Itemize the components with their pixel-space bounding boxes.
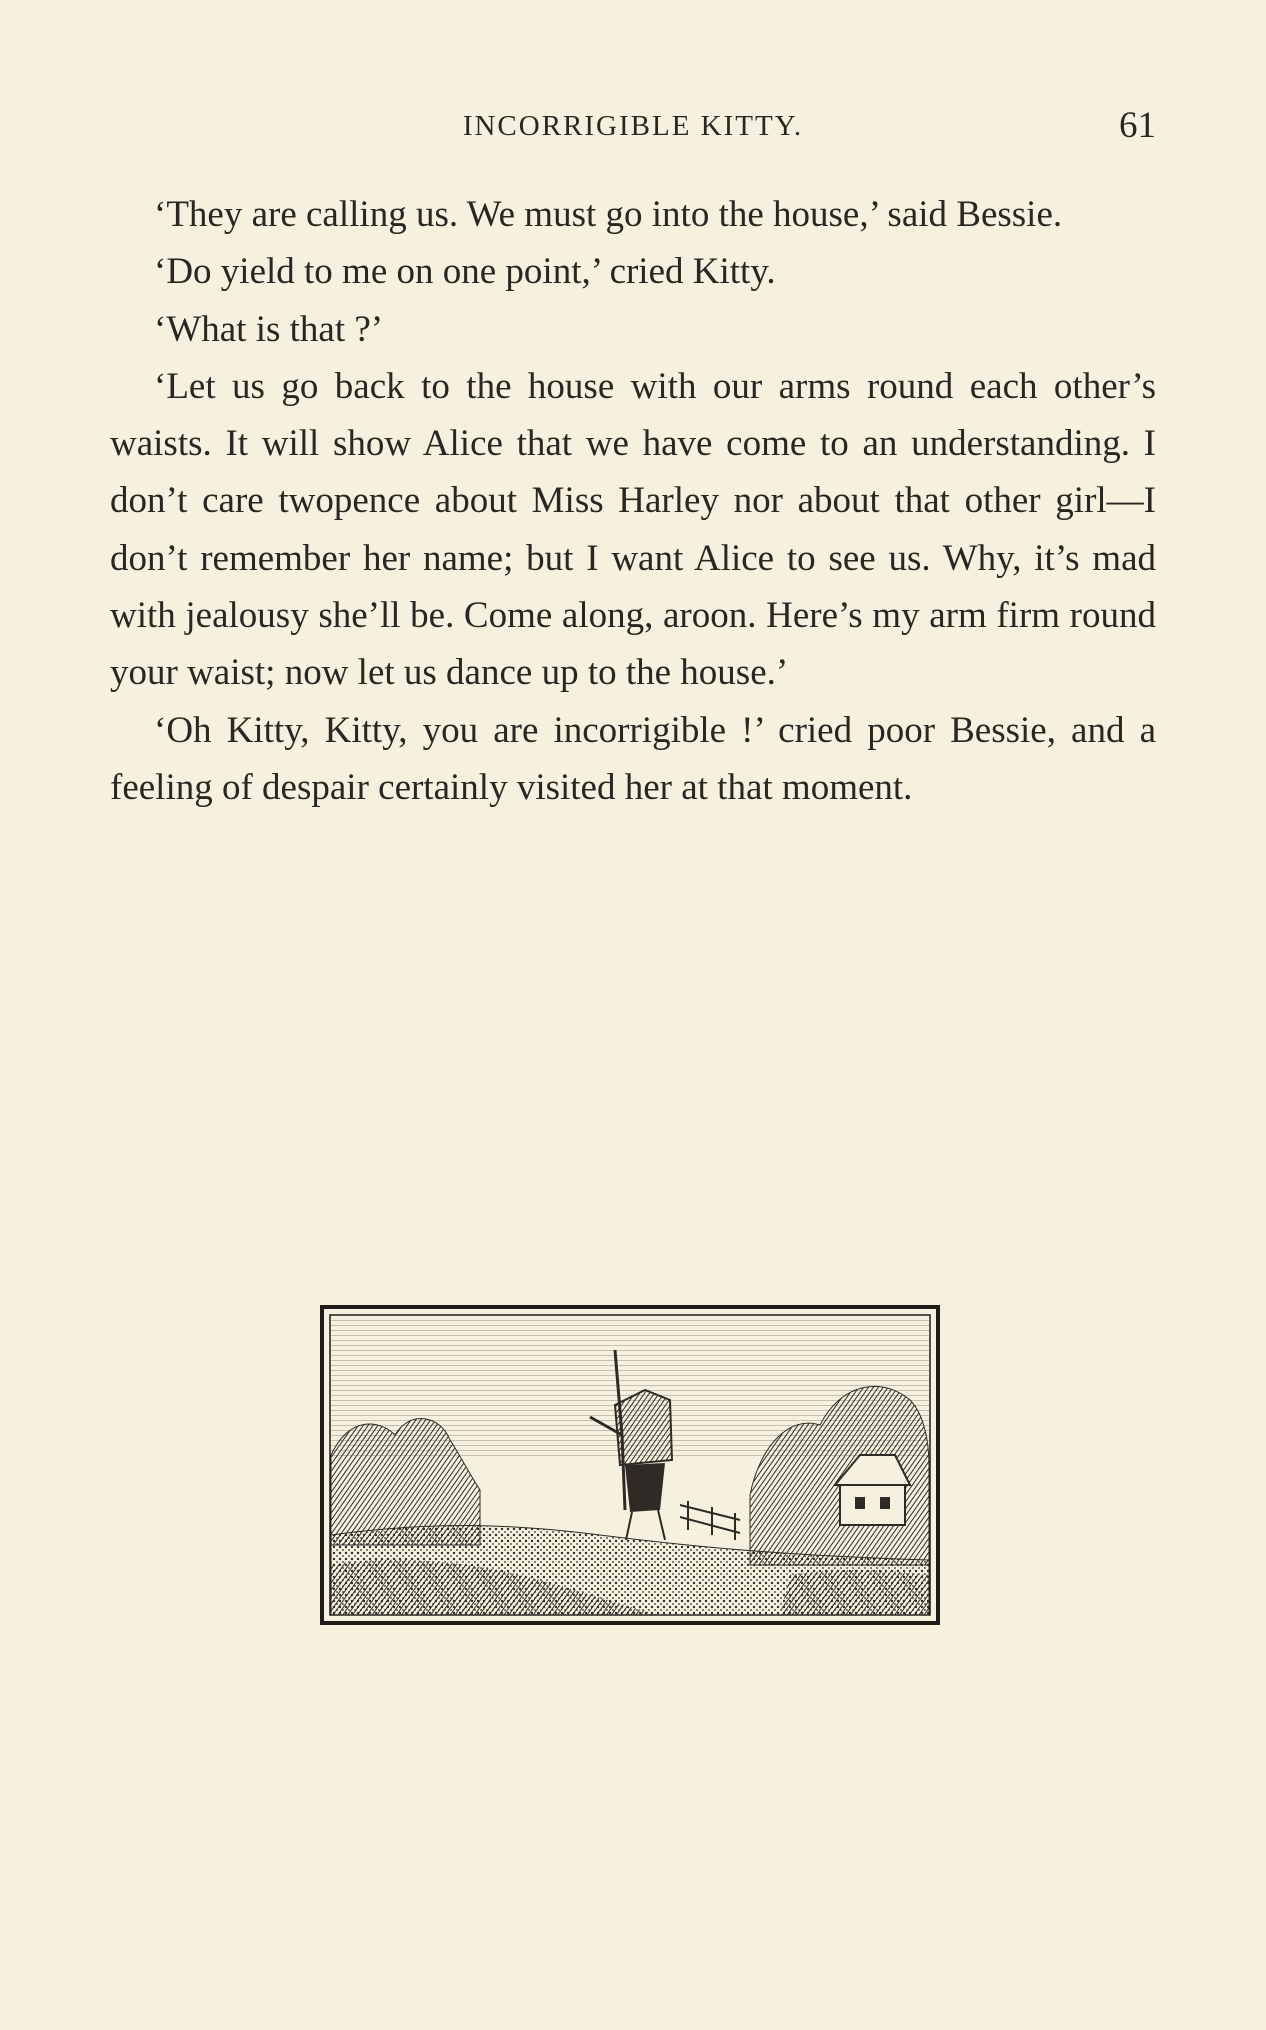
paragraph: ‘Do yield to me on one point,’ cried Kitty. [154,251,776,293]
paragraph: ‘They are calling us. We must go into the house,’ said Bessie. [154,194,1063,235]
paragraph: ‘Oh Kitty, Kitty, you are incorrigible !’ cried poor Bessie, and a feeling of despair certainly visited her at that moment. [110,709,1156,808]
running-head [110,104,1156,154]
paragraph: ‘What is that ?’ [154,308,384,350]
paragraph: ‘Let us go back to the house with our arms round each other’s waists. It will show Alice that we have come to an understanding. I don’t care twopence about Miss Harley nor about that other girl—I don’t remember her name; but I want Alice to see us. Why, it’s mad with jealousy she’ll be. Come along, aroon. Here’s my arm firm round your waist; now let us dance up to the house.’ [110,365,1156,694]
running-title: INCORRIGIBLE KITTY. [462,110,804,142]
windmill-engraving [320,1305,940,1625]
foreground-right [780,1570,929,1615]
page-number: 61 [1119,105,1156,146]
body-text [110,186,1156,816]
